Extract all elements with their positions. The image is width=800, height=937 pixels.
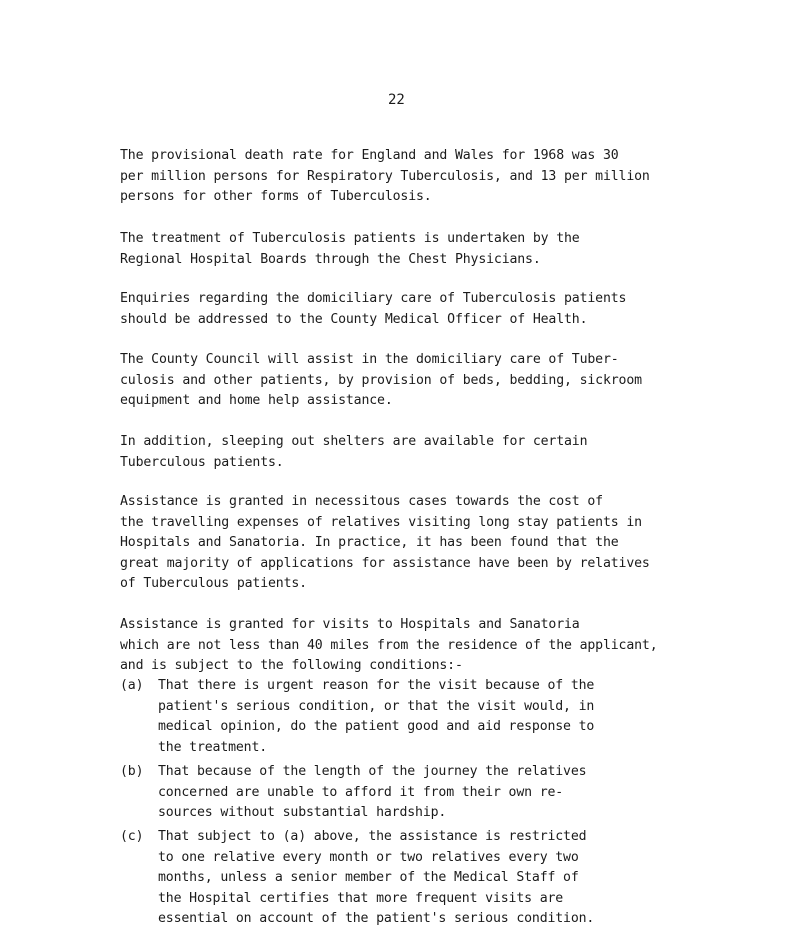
condition-marker: (a)	[120, 678, 144, 693]
paragraph-visit-conditions: Assistance is granted for visits to Hospitals and Sanatoria which are not less than 40 miles from the residence of the applicant, and is subject to the following conditions:-	[120, 617, 658, 673]
condition-marker: (c)	[120, 829, 144, 844]
paragraph-enquiries: Enquiries regarding the domiciliary care of Tuberculosis patients should be addressed to the County Medical Officer of Health.	[120, 291, 627, 327]
paragraph-treatment: The treatment of Tuberculosis patients is undertaken by the Regional Hospital Boards through the Chest Physicians.	[120, 231, 580, 267]
condition-text: That subject to (a) above, the assistance is restricted to one relative every month or two relatives every two months, unless a senior member of the Medical Staff of the Hospital certifies that more frequent visits are essential on account of the patient's serious condition.	[158, 829, 595, 926]
paragraph-shelters: In addition, sleeping out shelters are available for certain Tuberculous patients.	[120, 434, 588, 470]
paragraph-county-council: The County Council will assist in the domiciliary care of Tuber- culosis and other patients, by provision of beds, bedding, sickroom equipment and home help assistance.	[120, 352, 642, 408]
paragraph-death-rate: The provisional death rate for England and Wales for 1968 was 30 per million persons for Respiratory Tuberculosis, and 13 per million persons for other forms of Tuberculosis.	[120, 148, 650, 204]
condition-text: That because of the length of the journey the relatives concerned are unable to afford it from their own re- sources without substantial hardship.	[158, 764, 587, 820]
condition-text: That there is urgent reason for the visit because of the patient's serious condition, or that the visit would, in medical opinion, do the patient good and aid response to the treatment.	[158, 678, 595, 755]
paragraph-travel-assistance: Assistance is granted in necessitous cases towards the cost of the travelling expenses of relatives visiting long stay patients in Hospitals and Sanatoria. In practice, it has been found that the great majority of applications for assistance have been by relatives of Tuberculous patients.	[120, 494, 650, 591]
page-number: 22	[388, 92, 405, 108]
condition-marker: (b)	[120, 764, 144, 779]
